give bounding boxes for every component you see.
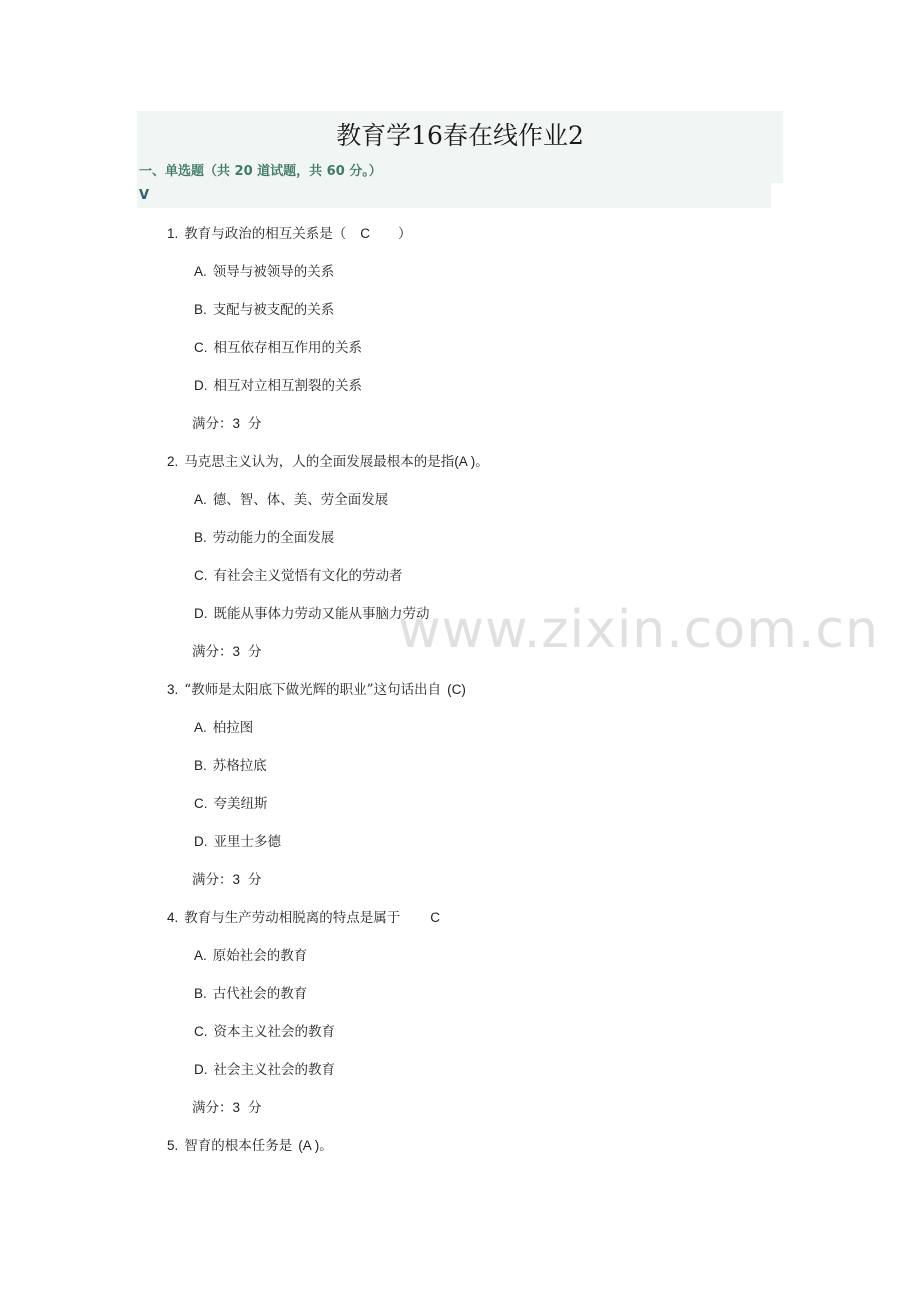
option-text: 支配与被支配的关系	[212, 302, 335, 318]
question-answer: C	[430, 910, 441, 925]
option-text: 领导与被领导的关系	[212, 264, 335, 280]
question-3-option-b	[194, 756, 267, 776]
option-text: 既能从事体力劳动又能从事脑力劳动	[213, 606, 430, 622]
option-letter: C.	[194, 1024, 208, 1039]
question-4-option-d	[194, 1060, 335, 1080]
question-2-option-b	[194, 528, 334, 548]
score-unit: 分	[248, 416, 262, 432]
option-text: 资本主义社会的教育	[213, 1024, 335, 1040]
option-letter: C.	[194, 340, 208, 355]
option-letter: D.	[194, 834, 208, 849]
question-2-option-a	[194, 490, 388, 510]
question-1-option-c	[194, 338, 362, 358]
option-letter: B.	[194, 986, 207, 1001]
question-2-option-d	[194, 604, 430, 624]
question-2-option-c	[194, 566, 403, 586]
question-answer: C	[360, 226, 371, 241]
question-text-end: 。	[475, 454, 489, 470]
score-label: 满分：	[192, 644, 233, 660]
header-background-lower	[137, 183, 771, 208]
question-answer: (A )	[454, 454, 476, 469]
question-4-option-c	[194, 1022, 335, 1042]
question-number: 5.	[167, 1138, 179, 1153]
score-unit: 分	[248, 872, 262, 888]
option-letter: D.	[194, 1062, 208, 1077]
question-1-score	[192, 414, 262, 434]
question-text: 教育与生产劳动相脱离的特点是属于	[184, 910, 401, 926]
option-letter: C.	[194, 796, 208, 811]
question-number: 1.	[167, 226, 179, 241]
option-letter: A.	[194, 948, 207, 963]
question-text-end: 。	[319, 1138, 333, 1154]
option-letter: A.	[194, 720, 207, 735]
question-text: 智育的根本任务是	[184, 1138, 293, 1154]
score-label: 满分：	[192, 416, 233, 432]
option-text: 亚里士多德	[213, 834, 281, 850]
score-value: 3	[232, 872, 241, 887]
question-3-option-a	[194, 718, 253, 738]
section-mark: V	[139, 188, 150, 203]
option-letter: D.	[194, 606, 208, 621]
option-text: 原始社会的教育	[212, 948, 308, 964]
option-text: 相互依存相互作用的关系	[213, 340, 362, 356]
option-text: 古代社会的教育	[212, 986, 308, 1002]
question-number: 2.	[167, 454, 179, 469]
question-3-option-d	[194, 832, 281, 852]
option-letter: D.	[194, 378, 208, 393]
score-unit: 分	[248, 1100, 262, 1116]
question-number: 3.	[167, 682, 179, 697]
option-text: 夸美纽斯	[213, 796, 268, 812]
question-4-score	[192, 1098, 262, 1118]
question-4-option-b	[194, 984, 307, 1004]
score-unit: 分	[248, 644, 262, 660]
question-3-option-c	[194, 794, 268, 814]
option-text: 德、智、体、美、劳全面发展	[212, 492, 389, 508]
option-letter: C.	[194, 568, 208, 583]
score-label: 满分：	[192, 1100, 233, 1116]
option-text: 苏格拉底	[212, 758, 267, 774]
question-1-stem	[167, 224, 412, 244]
score-value: 3	[232, 1100, 241, 1115]
option-text: 社会主义社会的教育	[213, 1062, 335, 1078]
question-4-stem	[167, 908, 440, 928]
question-3-score	[192, 870, 262, 890]
score-value: 3	[232, 416, 241, 431]
question-text: 马克思主义认为，人的全面发展最根本的是指	[184, 454, 455, 470]
option-letter: B.	[194, 758, 207, 773]
question-answer: (A )	[298, 1138, 320, 1153]
option-letter: A.	[194, 264, 207, 279]
section-heading: 一、单选题（共 20 道试题，共 60 分。）	[139, 164, 382, 179]
document-title: 教育学16春在线作业2	[336, 121, 584, 150]
question-2-stem	[167, 452, 489, 472]
option-letter: A.	[194, 492, 207, 507]
question-3-stem	[167, 680, 466, 700]
watermark: www.zixin.com.cn	[398, 600, 879, 660]
question-text: “教师是太阳底下做光辉的职业”这句话出自	[184, 682, 442, 698]
score-label: 满分：	[192, 872, 233, 888]
question-text: 教育与政治的相互关系是（	[184, 226, 347, 242]
question-4-option-a	[194, 946, 307, 966]
option-text: 柏拉图	[212, 720, 254, 736]
question-answer: (C)	[447, 682, 466, 697]
question-1-option-a	[194, 262, 334, 282]
question-2-score	[192, 642, 262, 662]
option-text: 相互对立相互割裂的关系	[213, 378, 362, 394]
option-text: 有社会主义觉悟有文化的劳动者	[213, 568, 403, 584]
score-value: 3	[232, 644, 241, 659]
question-number: 4.	[167, 910, 179, 925]
question-text-end: ）	[398, 226, 412, 242]
option-text: 劳动能力的全面发展	[212, 530, 335, 546]
question-5-stem	[167, 1136, 333, 1156]
option-letter: B.	[194, 530, 207, 545]
question-1-option-d	[194, 376, 362, 396]
question-1-option-b	[194, 300, 334, 320]
option-letter: B.	[194, 302, 207, 317]
